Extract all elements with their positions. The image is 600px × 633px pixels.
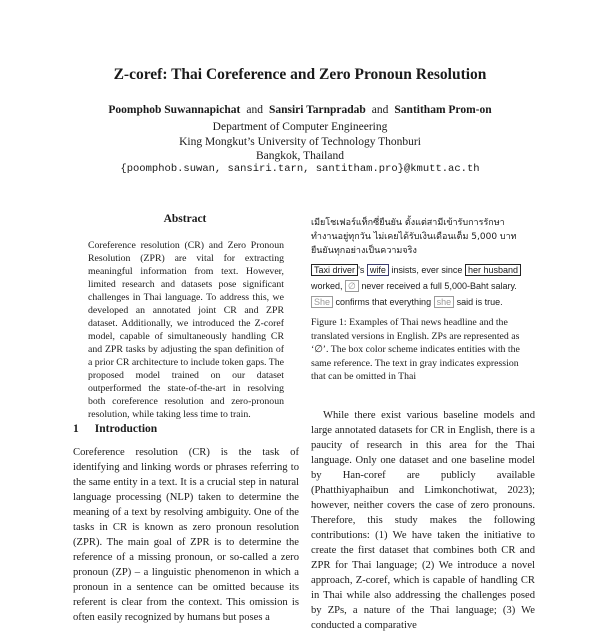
affiliation-location: Bangkok, Thailand [256, 150, 344, 162]
section-number: 1 [73, 423, 79, 435]
and-connector: and [246, 104, 263, 116]
and-connector: and [371, 104, 389, 116]
mention-box-omissible: she [434, 296, 455, 308]
author-emails: {poomphob.suwan, sansiri.tarn, santitham.pro}@kmutt.ac.th [120, 163, 480, 175]
figure-text: insists, ever since [391, 265, 463, 275]
figure-text: worked, [311, 281, 343, 291]
introduction-text: Coreference resolution (CR) is the task of identifying and linking words or phrases referring to the same entity in a text. It is a crucial step in natural language processing (NLP) taken to determine the meaning of a text by resolving ambiguity. One of the tasks in CR is known as zero pronoun resolution (ZPR). The main goal of ZPR is to determine the reference of a missing pronoun, or so-called a zero pronoun (ZP) – a linguistic phenomenon in which a pronoun in a sentence can be omitted because its referent is clear from the context. This omission is often easily recognized by humans but poses a [73, 447, 299, 623]
figure-text: never received a full 5,000-Baht salary. [361, 281, 517, 291]
figure-caption: Figure 1: Examples of Thai news headline and the translated versions in English. ZPs are represented as ‘∅’. The box color scheme indicates entities with the same reference. The text in gray indicates expression that can be omitted in Thai [311, 317, 520, 382]
affiliation-department: Department of Computer Engineering [212, 121, 388, 133]
right-column-text: While there exist various baseline models and large annotated datasets for CR in English, there is a paucity of research in this area for the Thai language. Only one dataset and one baseline model by Han-coref are publicly available (Phatthiyaphaibun and Limkonchotiwat, 2023); however, neither covers the case of zero pronouns. Therefore, this study makes the following contributions: (1) We have taken the initiative to create the first dataset that combines both CR and ZPR for Thai language; (2) We introduce a novel approach, Z-coref, which is capable of handling CR in Thai while also addressing the challenges posed by ZPs, a nature of the Thai language; (3) We conducted a comparative [311, 410, 535, 631]
affiliation-university: King Mongkut’s University of Technology Thonburi [179, 136, 421, 148]
zero-pronoun-box: ∅ [345, 280, 359, 292]
mention-box: her husband [465, 264, 521, 276]
abstract-text: Coreference resolution (CR) and Zero Pronoun Resolution (ZPR) are vital for extracting meaningful information from text. However, limited research and datasets pose significant challenges in Thai language. To address this, we developed an annotated joint CR and ZPR dataset. Additionally, we introduced the Z-coref model, capable of simultaneously handling CR and ZPR tasks by adjusting the span definition of a prior CR architecture to include token gaps. The proposed model trained on our dataset outperformed the state-of-the-art in resolving both coreference resolution and zero-pronoun resolution, while taking less time to train. [88, 240, 284, 420]
figure-text: ’s [358, 265, 365, 275]
section-heading-introduction [73, 423, 157, 435]
mention-box: wife [367, 264, 389, 276]
figure-thai-headline: เมียโชเฟอร์แท็กซี่ยืนยัน ตั้งแต่สามีเข้ารับการรักษา ทำงานอยู่ทุกวัน ไม่เคยได้รับเงินเดือนเต็ม 5,000 บาท ยืนยันทุกอย่างเป็นความจริง [311, 218, 517, 256]
author-list [0, 104, 600, 116]
figure-english-translation [311, 262, 531, 310]
author-name: Santitham Prom-on [394, 104, 492, 116]
author-name: Poomphob Suwannapichat [108, 104, 241, 116]
abstract-heading: Abstract [163, 213, 207, 225]
figure-text: confirms that everything [335, 297, 432, 307]
author-name: Sansiri Tarnpradab [268, 104, 366, 116]
mention-box-omissible: She [311, 296, 333, 308]
figure-text: said is true. [456, 297, 503, 307]
paper-title: Z-coref: Thai Coreference and Zero Pronoun Resolution [113, 66, 487, 83]
section-title: Introduction [94, 423, 158, 435]
mention-box: Taxi driver [311, 264, 358, 276]
